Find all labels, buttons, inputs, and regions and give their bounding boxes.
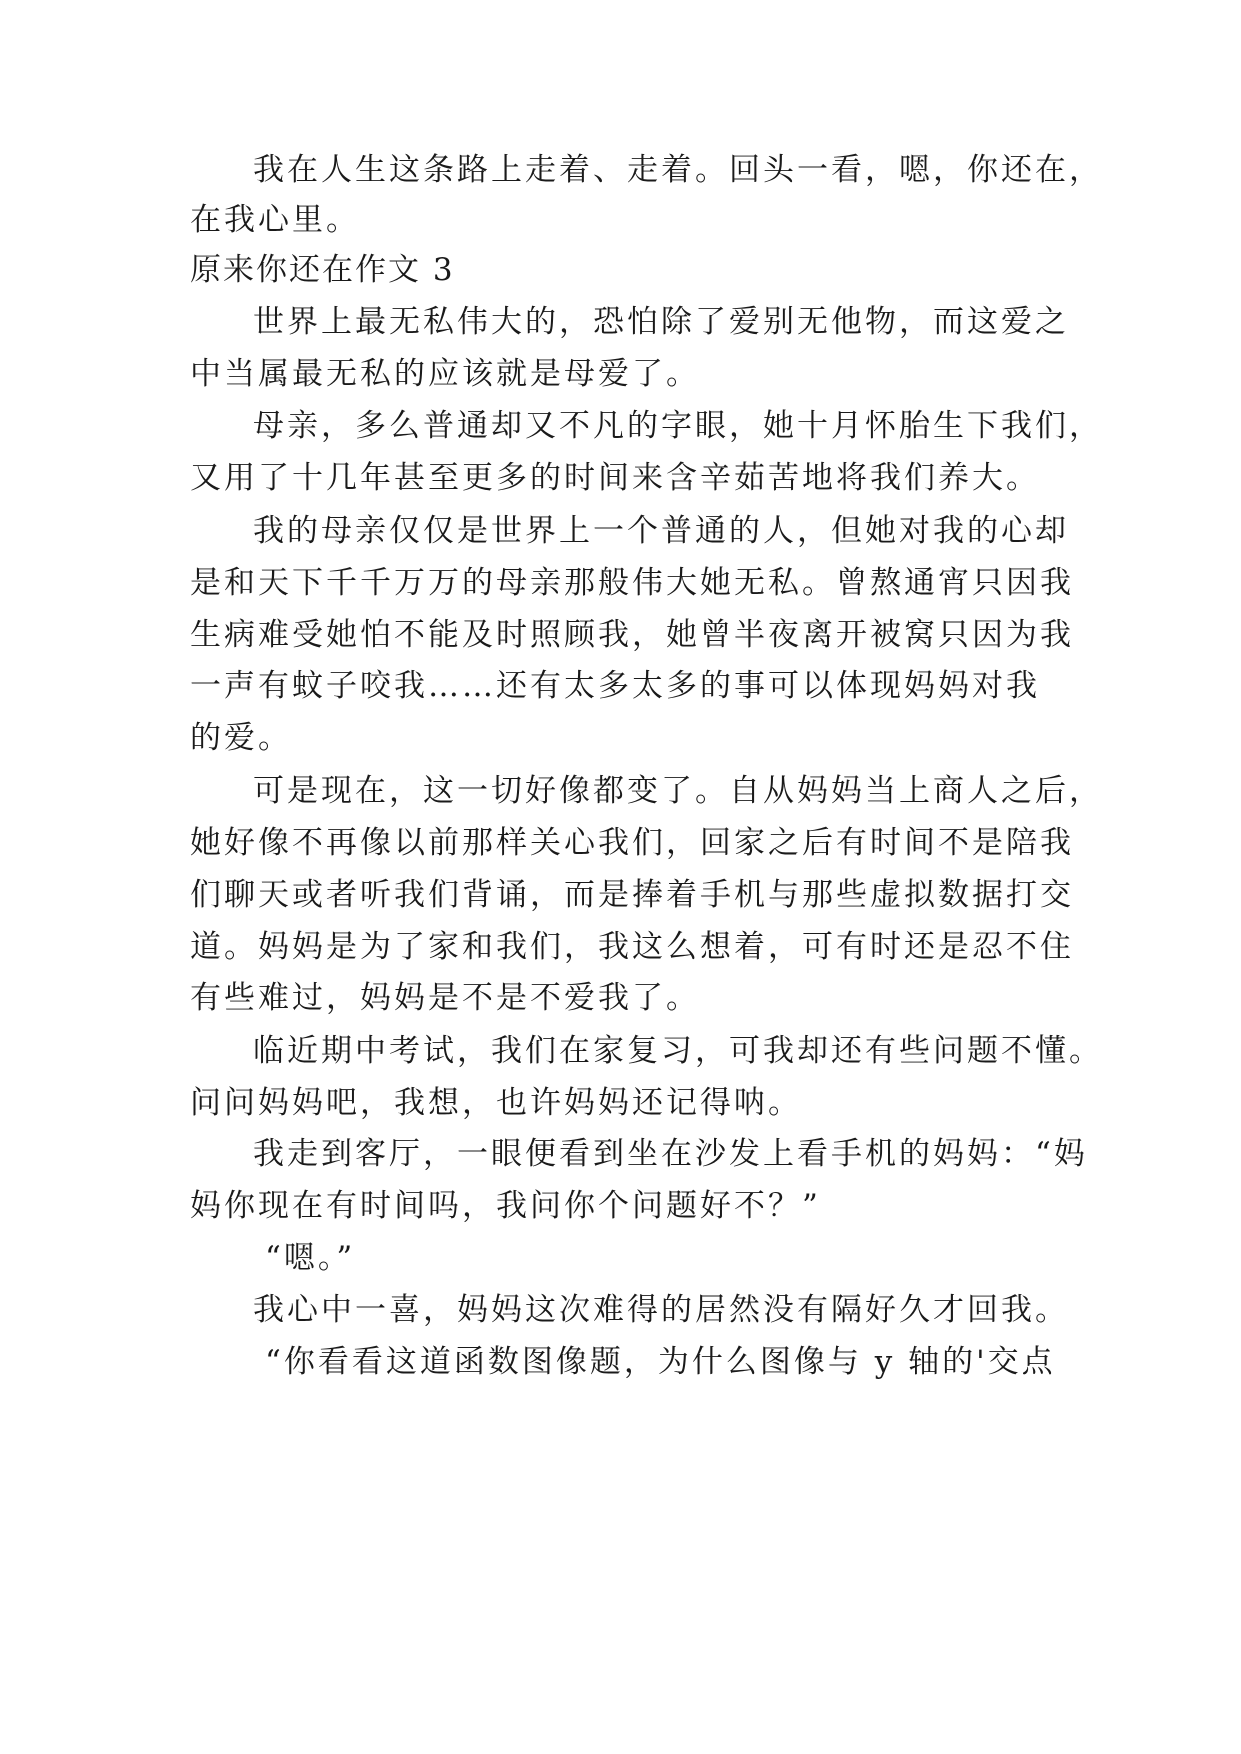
text-line: 道。妈妈是为了家和我们，我这么想着，可有时还是忍不住: [190, 929, 1074, 965]
text-line: 生病难受她怕不能及时照顾我，她曾半夜离开被窝只因为我: [190, 617, 1074, 653]
text-line: 是和天下千千万万的母亲那般伟大她无私。曾熬通宵只因我: [190, 565, 1074, 601]
text-line: 可是现在，这一切好像都变了。自从妈妈当上商人之后，: [253, 773, 1103, 809]
section-heading: 原来你还在作文 3: [190, 252, 455, 288]
text-line: 妈你现在有时间吗，我问你个问题好不？”: [190, 1188, 821, 1224]
text-line: “嗯。”: [265, 1240, 356, 1276]
text-line: 我走到客厅，一眼便看到坐在沙发上看手机的妈妈：“妈: [253, 1136, 1088, 1172]
text-line: 们聊天或者听我们背诵，而是捧着手机与那些虚拟数据打交: [190, 877, 1074, 913]
text-line: 我在人生这条路上走着、走着。回头一看，嗯，你还在，: [253, 152, 1103, 188]
text-line: 我的母亲仅仅是世界上一个普通的人，但她对我的心却: [253, 513, 1069, 549]
text-line: 世界上最无私伟大的，恐怕除了爱别无他物，而这爱之: [253, 304, 1069, 340]
text-line: “你看看这道函数图像题，为什么图像与 y 轴的'交点: [265, 1344, 1056, 1380]
text-line: 一声有蚊子咬我……还有太多太多的事可以体现妈妈对我: [190, 668, 1040, 704]
text-line: 我心中一喜，妈妈这次难得的居然没有隔好久才回我。: [253, 1292, 1069, 1328]
text-line: 有些难过，妈妈是不是不爱我了。: [190, 980, 700, 1016]
text-line: 母亲，多么普通却又不凡的字眼，她十月怀胎生下我们，: [253, 408, 1103, 444]
text-line: 临近期中考试，我们在家复习，可我却还有些问题不懂。: [253, 1033, 1103, 1069]
text-line: 的爱。: [190, 720, 292, 756]
text-line: 问问妈妈吧，我想，也许妈妈还记得呐。: [190, 1085, 802, 1121]
text-line: 中当属最无私的应该就是母爱了。: [190, 356, 700, 392]
text-line: 她好像不再像以前那样关心我们，回家之后有时间不是陪我: [190, 825, 1074, 861]
text-line: 在我心里。: [190, 202, 360, 238]
text-line: 又用了十几年甚至更多的时间来含辛茹苦地将我们养大。: [190, 460, 1040, 496]
